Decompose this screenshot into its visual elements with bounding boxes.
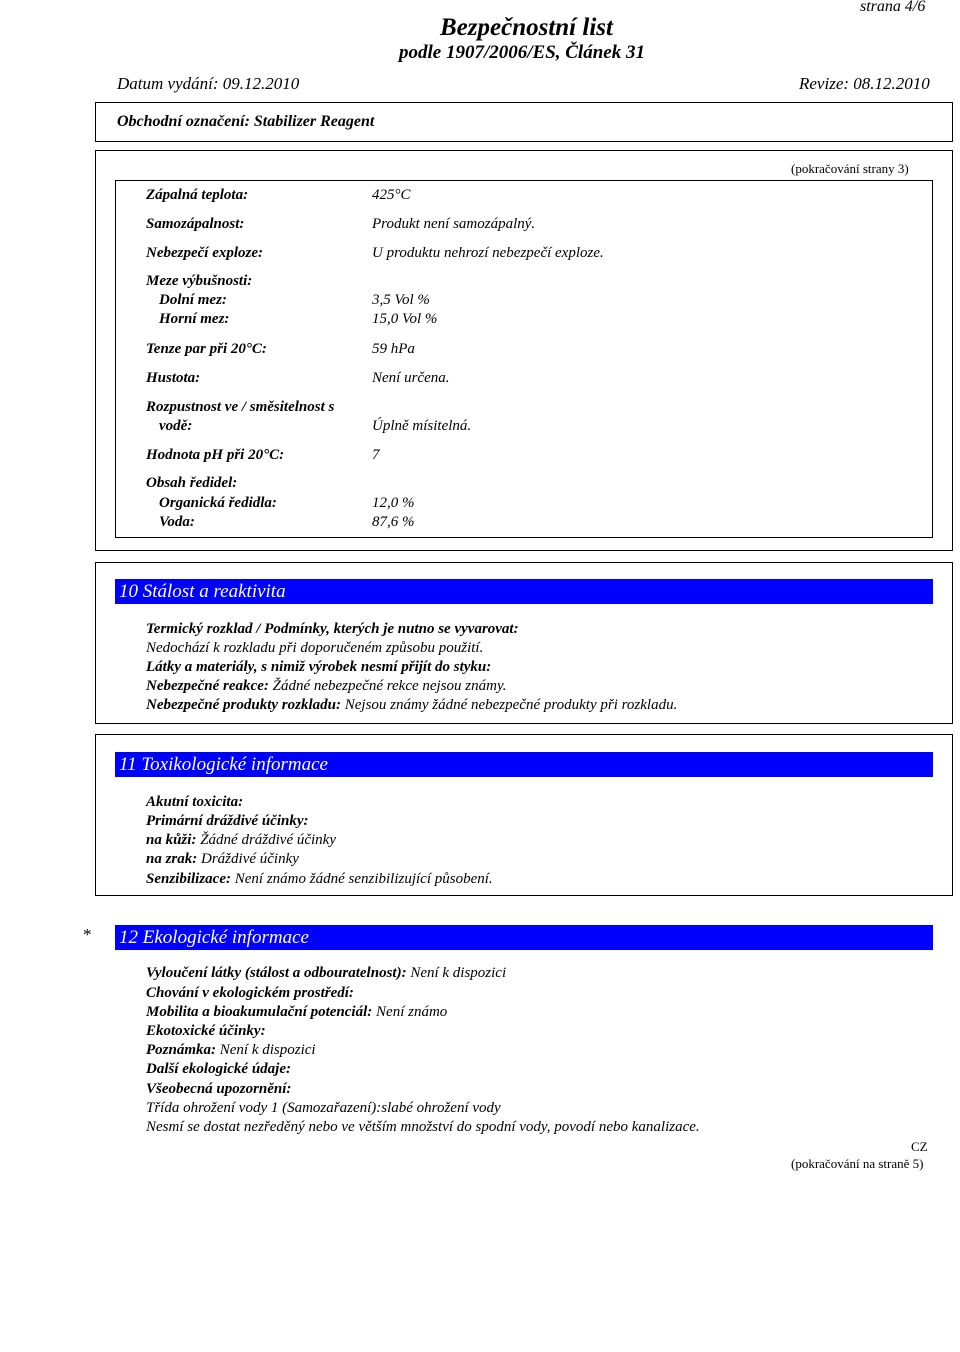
s11-skin-value: Žádné dráždivé účinky: [200, 832, 336, 848]
s12-note-label: Poznámka:: [146, 1042, 217, 1058]
s12-elimination-label: Vyloučení látky (stálost a odbouratelnost):: [146, 965, 407, 981]
s12-ecotoxic: Ekotoxické účinky:: [146, 1023, 266, 1039]
explosion-limits-label: Meze výbušnosti:: [146, 273, 253, 289]
continued-to: (pokračování na straně 5): [791, 1156, 924, 1171]
s12-behaviour: Chování v ekologickém prostředí:: [146, 985, 354, 1001]
water-value: 87,6 %: [372, 514, 415, 530]
ph-label: Hodnota pH při 20°C:: [146, 447, 285, 463]
s12-mobility: [146, 1003, 447, 1022]
s11-skin: [146, 831, 336, 850]
s12-other-data: Další ekologické údaje:: [146, 1061, 291, 1077]
s10-thermal-value: Nedochází k rozkladu při doporučeném způsobu použití.: [146, 640, 484, 656]
s11-sensitization-label: Senzibilizace:: [146, 871, 231, 887]
trade-name: Obchodní označení: Stabilizer Reagent: [117, 113, 375, 130]
s10-hazardous-reactions: [146, 677, 507, 696]
ph-value: 7: [372, 447, 380, 463]
vapour-pressure-label: Tenze par při 20°C:: [146, 341, 267, 357]
solubility-value: Úplně mísitelná.: [372, 418, 472, 434]
s11-eyes: [146, 850, 299, 869]
lower-limit-label: Dolní mez:: [159, 292, 227, 308]
solubility-label-water: vodě:: [159, 418, 193, 434]
s10-reactions-value: Žádné nebezpečné rekce nejsou známy.: [272, 678, 507, 694]
section-11-heading: 11 Toxikologické informace: [115, 752, 933, 777]
s11-eyes-value: Dráždivé účinky: [201, 851, 299, 867]
s12-groundwater-warning: Nesmí se dostat nezředěný nebo ve větším množství do spodní vody, povodí nebo kanalizace.: [146, 1119, 700, 1135]
s12-mobility-value: Není známo: [376, 1004, 448, 1020]
lower-limit-value: 3,5 Vol %: [372, 292, 430, 308]
s10-decomposition-products: [146, 696, 677, 715]
s11-eyes-label: na zrak:: [146, 851, 198, 867]
s11-sensitization-value: Není známo žádné senzibilizující působení.: [234, 871, 493, 887]
s11-primary-irritant: Primární dráždivé účinky:: [146, 813, 309, 829]
trade-name-box: [95, 102, 953, 142]
revision-marker: *: [83, 925, 92, 944]
selfignition-label: Samozápalnost:: [146, 216, 245, 232]
document-title: Bezpečnostní list: [440, 14, 613, 41]
ignition-value: 425°C: [372, 187, 411, 203]
s10-products-value: Nejsou známy žádné nebezpečné produkty při rozkladu.: [344, 697, 678, 713]
upper-limit-value: 15,0 Vol %: [372, 311, 438, 327]
s12-water-hazard-class: Třída ohrožení vody 1 (Samozařazení):slabé ohrožení vody: [146, 1100, 501, 1116]
revision-date: Revize: 08.12.2010: [799, 74, 930, 93]
s12-mobility-label: Mobilita a bioakumulační potenciál:: [146, 1004, 373, 1020]
s11-sensitization: [146, 870, 493, 889]
s12-elimination-value: Není k dispozici: [410, 965, 507, 981]
explosion-label: Nebezpečí exploze:: [146, 245, 264, 261]
s12-note: [146, 1041, 316, 1060]
vapour-pressure-value: 59 hPa: [372, 341, 415, 357]
s10-incompatible-label: Látky a materiály, s nimiž výrobek nesmí přijít do styku:: [146, 659, 492, 675]
document-subtitle: podle 1907/2006/ES, Článek 31: [399, 42, 645, 63]
issue-date: Datum vydání: 09.12.2010: [117, 74, 300, 93]
s12-elimination: [146, 964, 506, 983]
s10-thermal-label: Termický rozklad / Podmínky, kterých je nutno se vyvarovat:: [146, 621, 519, 637]
density-label: Hustota:: [146, 370, 201, 386]
organic-solvents-label: Organická ředidla:: [159, 495, 277, 511]
s12-general-notes: Všeobecná upozornění:: [146, 1081, 292, 1097]
s10-products-label: Nebezpečné produkty rozkladu:: [146, 697, 341, 713]
ignition-label: Zápalná teplota:: [146, 187, 249, 203]
s12-note-value: Není k dispozici: [219, 1042, 316, 1058]
explosion-value: U produktu nehrozí nebezpečí exploze.: [372, 245, 604, 261]
organic-solvents-value: 12,0 %: [372, 495, 415, 511]
solubility-label: Rozpustnost ve / směsitelnost s: [146, 399, 335, 415]
density-value: Není určena.: [372, 370, 450, 386]
selfignition-value: Produkt není samozápalný.: [372, 216, 536, 232]
water-label: Voda:: [159, 514, 195, 530]
solvent-content-label: Obsah ředidel:: [146, 475, 238, 491]
section-12-heading: 12 Ekologické informace: [115, 925, 933, 950]
page-number: strana 4/6: [860, 0, 926, 15]
language-code: CZ: [911, 1139, 928, 1154]
s11-acute-toxicity: Akutní toxicita:: [146, 794, 244, 810]
continued-from: (pokračování strany 3): [791, 161, 909, 176]
s11-skin-label: na kůži:: [146, 832, 197, 848]
section-10-heading: 10 Stálost a reaktivita: [115, 579, 933, 604]
s10-reactions-label: Nebezpečné reakce:: [146, 678, 269, 694]
upper-limit-label: Horní mez:: [159, 311, 230, 327]
